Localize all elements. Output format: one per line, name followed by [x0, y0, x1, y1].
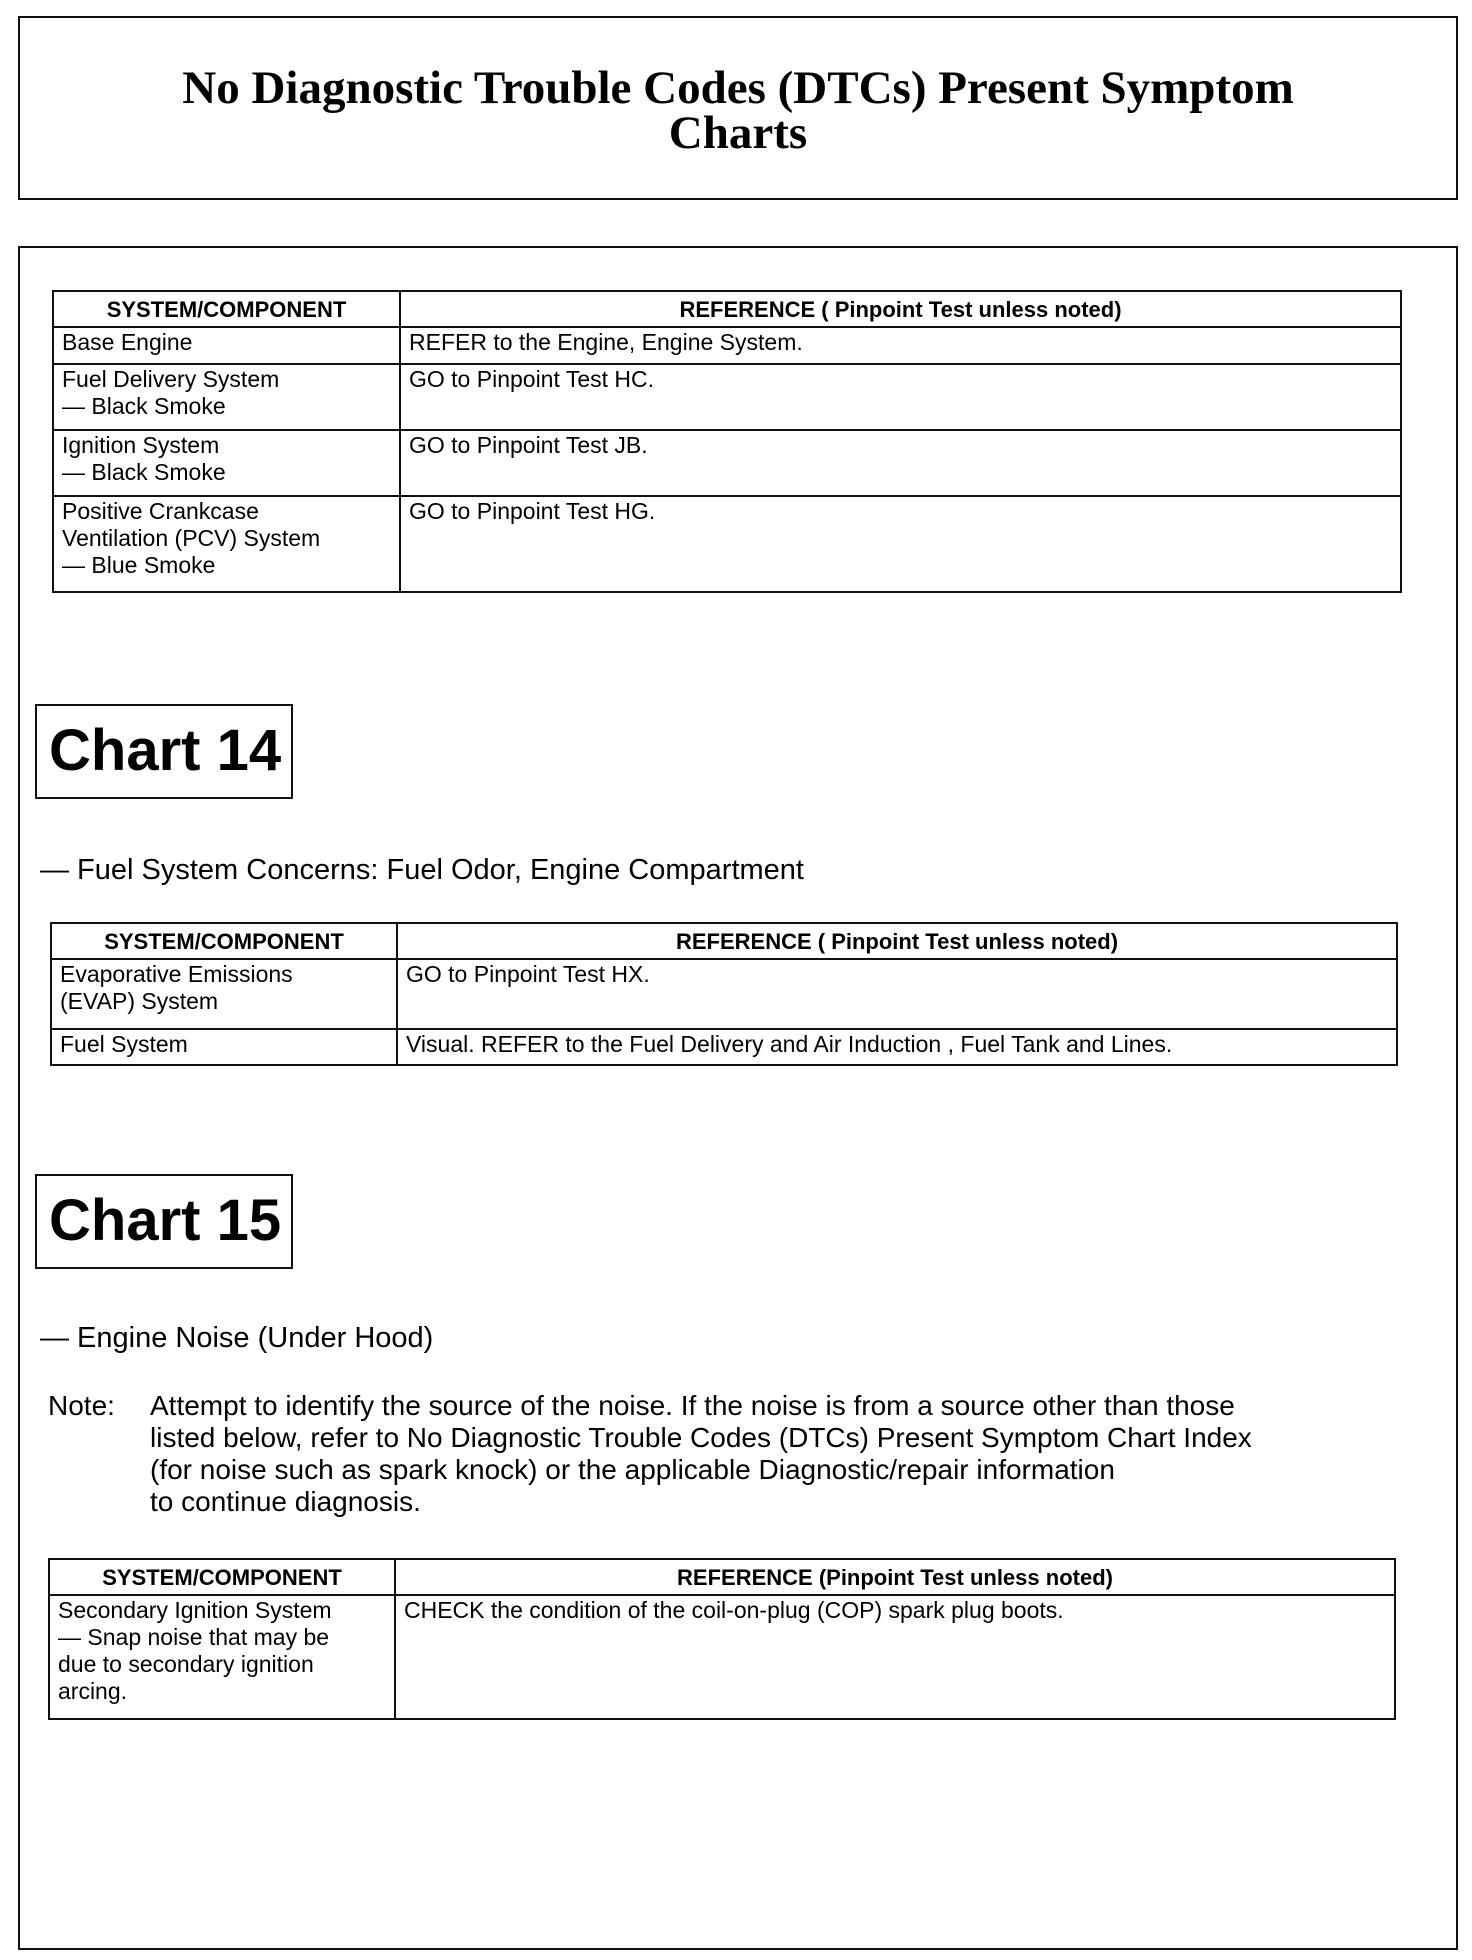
reference-text: REFER to the Engine, Engine System.: [409, 329, 803, 355]
system-text: — Black Smoke: [62, 393, 226, 419]
header-reference: REFERENCE ( Pinpoint Test unless noted): [397, 923, 1397, 959]
header-reference: REFERENCE (Pinpoint Test unless noted): [395, 1559, 1395, 1595]
system-text: Base Engine: [62, 329, 193, 355]
reference-cell: [397, 959, 1397, 1029]
table-header-row: [53, 291, 1401, 327]
reference-cell: [395, 1595, 1395, 1719]
header-reference: REFERENCE ( Pinpoint Test unless noted): [400, 291, 1401, 327]
chart-14-label: Chart 14: [35, 704, 293, 799]
system-cell: [51, 959, 397, 1029]
system-text: Ventilation (PCV) System: [62, 525, 321, 551]
table-header-row: [49, 1559, 1395, 1595]
chart-14-subtitle: — Fuel System Concerns: Fuel Odor, Engine Compartment: [40, 854, 804, 886]
table-row: [53, 430, 1401, 496]
system-text: (EVAP) System: [60, 988, 219, 1014]
chart-15-note: [48, 1390, 1438, 1522]
table-fuel-odor: [50, 922, 1398, 1066]
system-cell: [51, 1029, 397, 1065]
page-title-line-1: No Diagnostic Trouble Codes (DTCs) Present Symptom: [182, 62, 1294, 114]
system-cell: [53, 430, 400, 496]
chart-15-label: Chart 15: [35, 1174, 293, 1269]
page-title-line-2: Charts: [668, 107, 808, 159]
content-box: [18, 246, 1458, 1950]
system-text: Ignition System: [62, 432, 220, 458]
page-title: [20, 62, 1456, 159]
table-row: [53, 364, 1401, 430]
system-text: Secondary Ignition System: [58, 1597, 332, 1623]
reference-text: GO to Pinpoint Test HC.: [409, 366, 655, 392]
table-row: [53, 327, 1401, 364]
reference-cell: [400, 496, 1401, 592]
system-text: due to secondary ignition: [58, 1651, 314, 1677]
table-engine-noise: [48, 1558, 1396, 1720]
reference-text: CHECK the condition of the coil-on-plug (COP) spark plug boots.: [404, 1597, 1064, 1623]
note-line: Attempt to identify the source of the noise. If the noise is from a source other than those: [150, 1390, 1235, 1421]
table-symptoms-smoke: [52, 290, 1402, 593]
system-text: Evaporative Emissions: [60, 961, 293, 987]
header-system-component: SYSTEM/COMPONENT: [51, 923, 397, 959]
system-cell: [53, 364, 400, 430]
reference-cell: [400, 430, 1401, 496]
reference-text: GO to Pinpoint Test HX.: [406, 961, 650, 987]
table-row: [49, 1595, 1395, 1719]
title-box: [18, 16, 1458, 200]
reference-cell: [400, 327, 1401, 364]
chart-15-subtitle: — Engine Noise (Under Hood): [40, 1322, 434, 1354]
note-line: (for noise such as spark knock) or the applicable Diagnostic/repair information: [150, 1454, 1115, 1485]
reference-text: GO to Pinpoint Test HG.: [409, 498, 656, 524]
note-line: to continue diagnosis.: [150, 1486, 421, 1517]
system-cell: [49, 1595, 395, 1719]
note-text: [150, 1390, 1420, 1518]
system-cell: [53, 327, 400, 364]
table-row: [53, 496, 1401, 592]
table-row: [51, 1029, 1397, 1065]
system-text: — Black Smoke: [62, 459, 226, 485]
reference-text: Visual. REFER to the Fuel Delivery and Air Induction , Fuel Tank and Lines.: [406, 1031, 1173, 1057]
header-system-component: SYSTEM/COMPONENT: [49, 1559, 395, 1595]
reference-text: GO to Pinpoint Test JB.: [409, 432, 648, 458]
system-text: Fuel Delivery System: [62, 366, 280, 392]
note-label: Note:: [48, 1390, 115, 1421]
reference-cell: [397, 1029, 1397, 1065]
system-text: Positive Crankcase: [62, 498, 259, 524]
reference-cell: [400, 364, 1401, 430]
system-text: — Blue Smoke: [62, 552, 216, 578]
table-row: [51, 959, 1397, 1029]
system-text: — Snap noise that may be: [58, 1624, 330, 1650]
system-text: Fuel System: [60, 1031, 188, 1057]
system-cell: [53, 496, 400, 592]
note-line: listed below, refer to No Diagnostic Trouble Codes (DTCs) Present Symptom Chart Index: [150, 1422, 1252, 1453]
header-system-component: SYSTEM/COMPONENT: [53, 291, 400, 327]
table-header-row: [51, 923, 1397, 959]
system-text: arcing.: [58, 1678, 128, 1704]
